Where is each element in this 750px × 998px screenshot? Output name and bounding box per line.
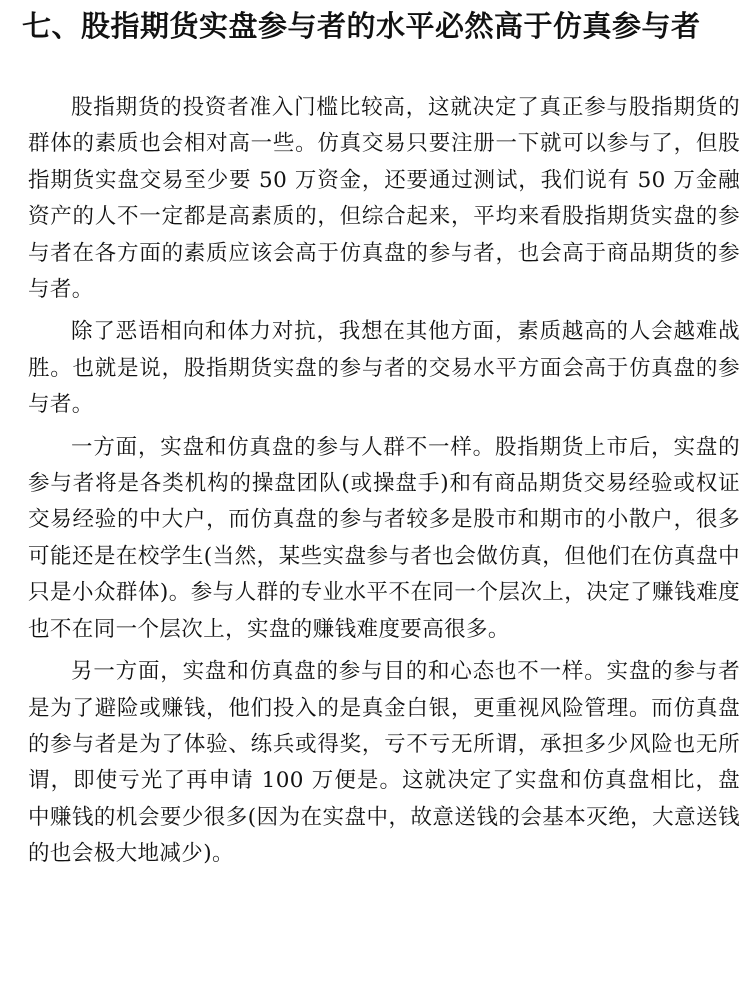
body-text (28, 90, 740, 873)
section-title: 七、股指期货实盘参与者的水平必然高于仿真参与者 (22, 9, 701, 43)
paragraph-3: 一方面，实盘和仿真盘的参与人群不一样。股指期货上市后，实盘的参与者将是各类机构的操盘团队(或操盘手)和有商品期货交易经验或权证交易经验的中大户，而仿真盘的参与者较多是股市和期市的小散户，很多可能还是在校学生(当然，某些实盘参与者也会做仿真，但他们在仿真盘中只是小众群体)。参与人群的专业水平不在同一个层次上，决定了赚钱难度也不在同一个层次上，实盘的赚钱难度要高很多。 (28, 434, 740, 642)
paragraph-2: 除了恶语相向和体力对抗，我想在其他方面，素质越高的人会越难战胜。也就是说，股指期货实盘的参与者的交易水平方面会高于仿真盘的参与者。 (28, 319, 740, 418)
paragraph-4: 另一方面，实盘和仿真盘的参与目的和心态也不一样。实盘的参与者是为了避险或赚钱，他们投入的是真金白银，更重视风险管理。而仿真盘的参与者是为了体验、练兵或得奖，亏不亏无所谓，承担多少风险也无所谓，即使亏光了再申请 100 万便是。这就决定了实盘和仿真盘相比，盘中赚钱的机会要少很多(因为在实盘中，故意送钱的会基本灭绝，大意送钱的也会极大地减少)。 (28, 659, 740, 867)
paragraph-1: 股指期货的投资者准入门槛比较高，这就决定了真正参与股指期货的群体的素质也会相对高一些。仿真交易只要注册一下就可以参与了，但股指期货实盘交易至少要 50 万资金，还要通过测试，我们说有 50 万金融资产的人不一定都是高素质的，但综合起来，平均来看股指期货实盘的参与者在各方面的素质应该会高于仿真盘的参与者，也会高于商品期货的参与者。 (28, 95, 740, 303)
